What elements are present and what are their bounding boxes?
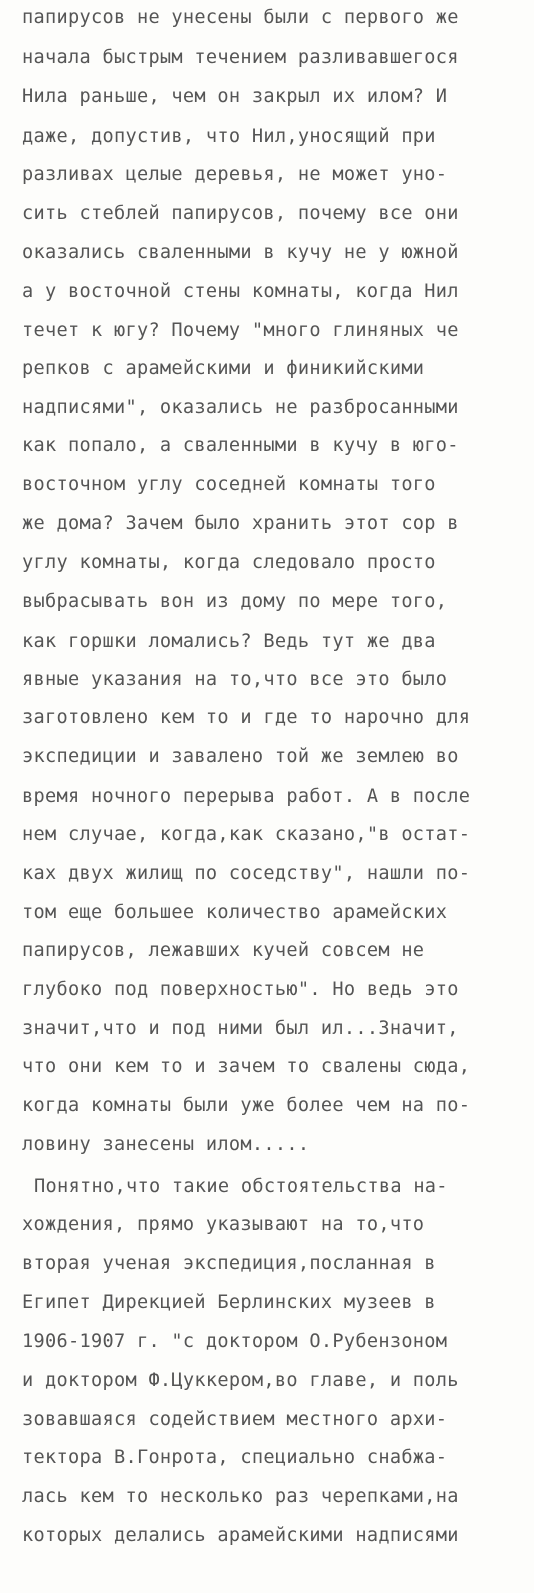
text-line: зовавшаяся содействием местного архи- [22,1409,448,1430]
text-line: время ночного перерыва работ. А в после [22,786,471,807]
text-line: папирусов не унесены были с первого же [22,7,459,28]
page-top-edge [0,0,534,3]
text-line: Египет Дирекцией Берлинских музеев в [22,1292,436,1313]
text-line: Понятно,что такие обстоятельства на- [34,1176,448,1197]
text-line: заготовлено кем то и где то нарочно для [22,707,471,728]
text-line: начала быстрым течением разливавшегося [22,47,459,68]
text-line: явные указания на то,что все это было [22,669,448,690]
text-line: глубоко под поверхностью". Но ведь это [22,979,459,1000]
text-line: лась кем то несколько раз черепками,на [22,1486,459,1507]
text-line: надписями", оказались не разбросанными [22,397,459,418]
text-line: ловину занесены илом..... [22,1134,310,1155]
text-line: что они кем то и зачем то свалены сюда, [22,1056,471,1077]
text-line: как горшки ломались? Ведь тут же два [22,631,436,652]
text-line: даже, допустив, что Нил,уносящий при [22,126,436,147]
text-line: же дома? Зачем было хранить этот сор в [22,513,459,534]
text-line: нем случае, когда,как сказано,"в остат- [22,824,471,845]
text-line: как попало, а сваленными в кучу в юго- [22,435,459,456]
text-line: разливах целые деревья, не может уно- [22,164,448,185]
text-line: выбрасывать вон из дому по мере того, [22,591,448,612]
text-line: Нила раньше, чем он закрыл их илом? И [22,86,448,107]
text-line: репков с арамейскими и финикийскими [22,358,425,379]
text-line: которых делались арамейскими надписями [22,1525,459,1546]
text-line: ках двух жилищ по соседству", нашли по- [22,863,471,884]
text-line: а у восточной стены комнаты, когда Нил [22,281,459,302]
text-line: когда комнаты были уже более чем на по- [22,1095,471,1116]
text-line: течет к югу? Почему "много глиняных че [22,320,459,341]
text-line: оказались сваленными в кучу не у южной [22,242,459,263]
text-line: том еще большее количество арамейских [22,902,448,923]
text-line: тектора В.Гонрота, специально снабжа- [22,1447,448,1468]
text-line: значит,что и под ними был ил...Значит, [22,1018,459,1039]
text-line: вторая ученая экспедиция,посланная в [22,1253,436,1274]
text-line: и доктором Ф.Цуккером,во главе, и поль [22,1370,459,1391]
text-line: сить стеблей папирусов, почему все они [22,203,459,224]
text-line: экспедиции и завалено той же землею во [22,746,459,767]
text-line: 1906-1907 г. "с доктором О.Рубензоном [22,1331,448,1352]
text-line: углу комнаты, когда следовало просто [22,552,436,573]
text-line: хождения, прямо указывают на то,что [22,1214,425,1235]
text-line: папирусов, лежавших кучей совсем не [22,940,425,961]
text-line: восточном углу соседней комнаты того [22,474,436,495]
